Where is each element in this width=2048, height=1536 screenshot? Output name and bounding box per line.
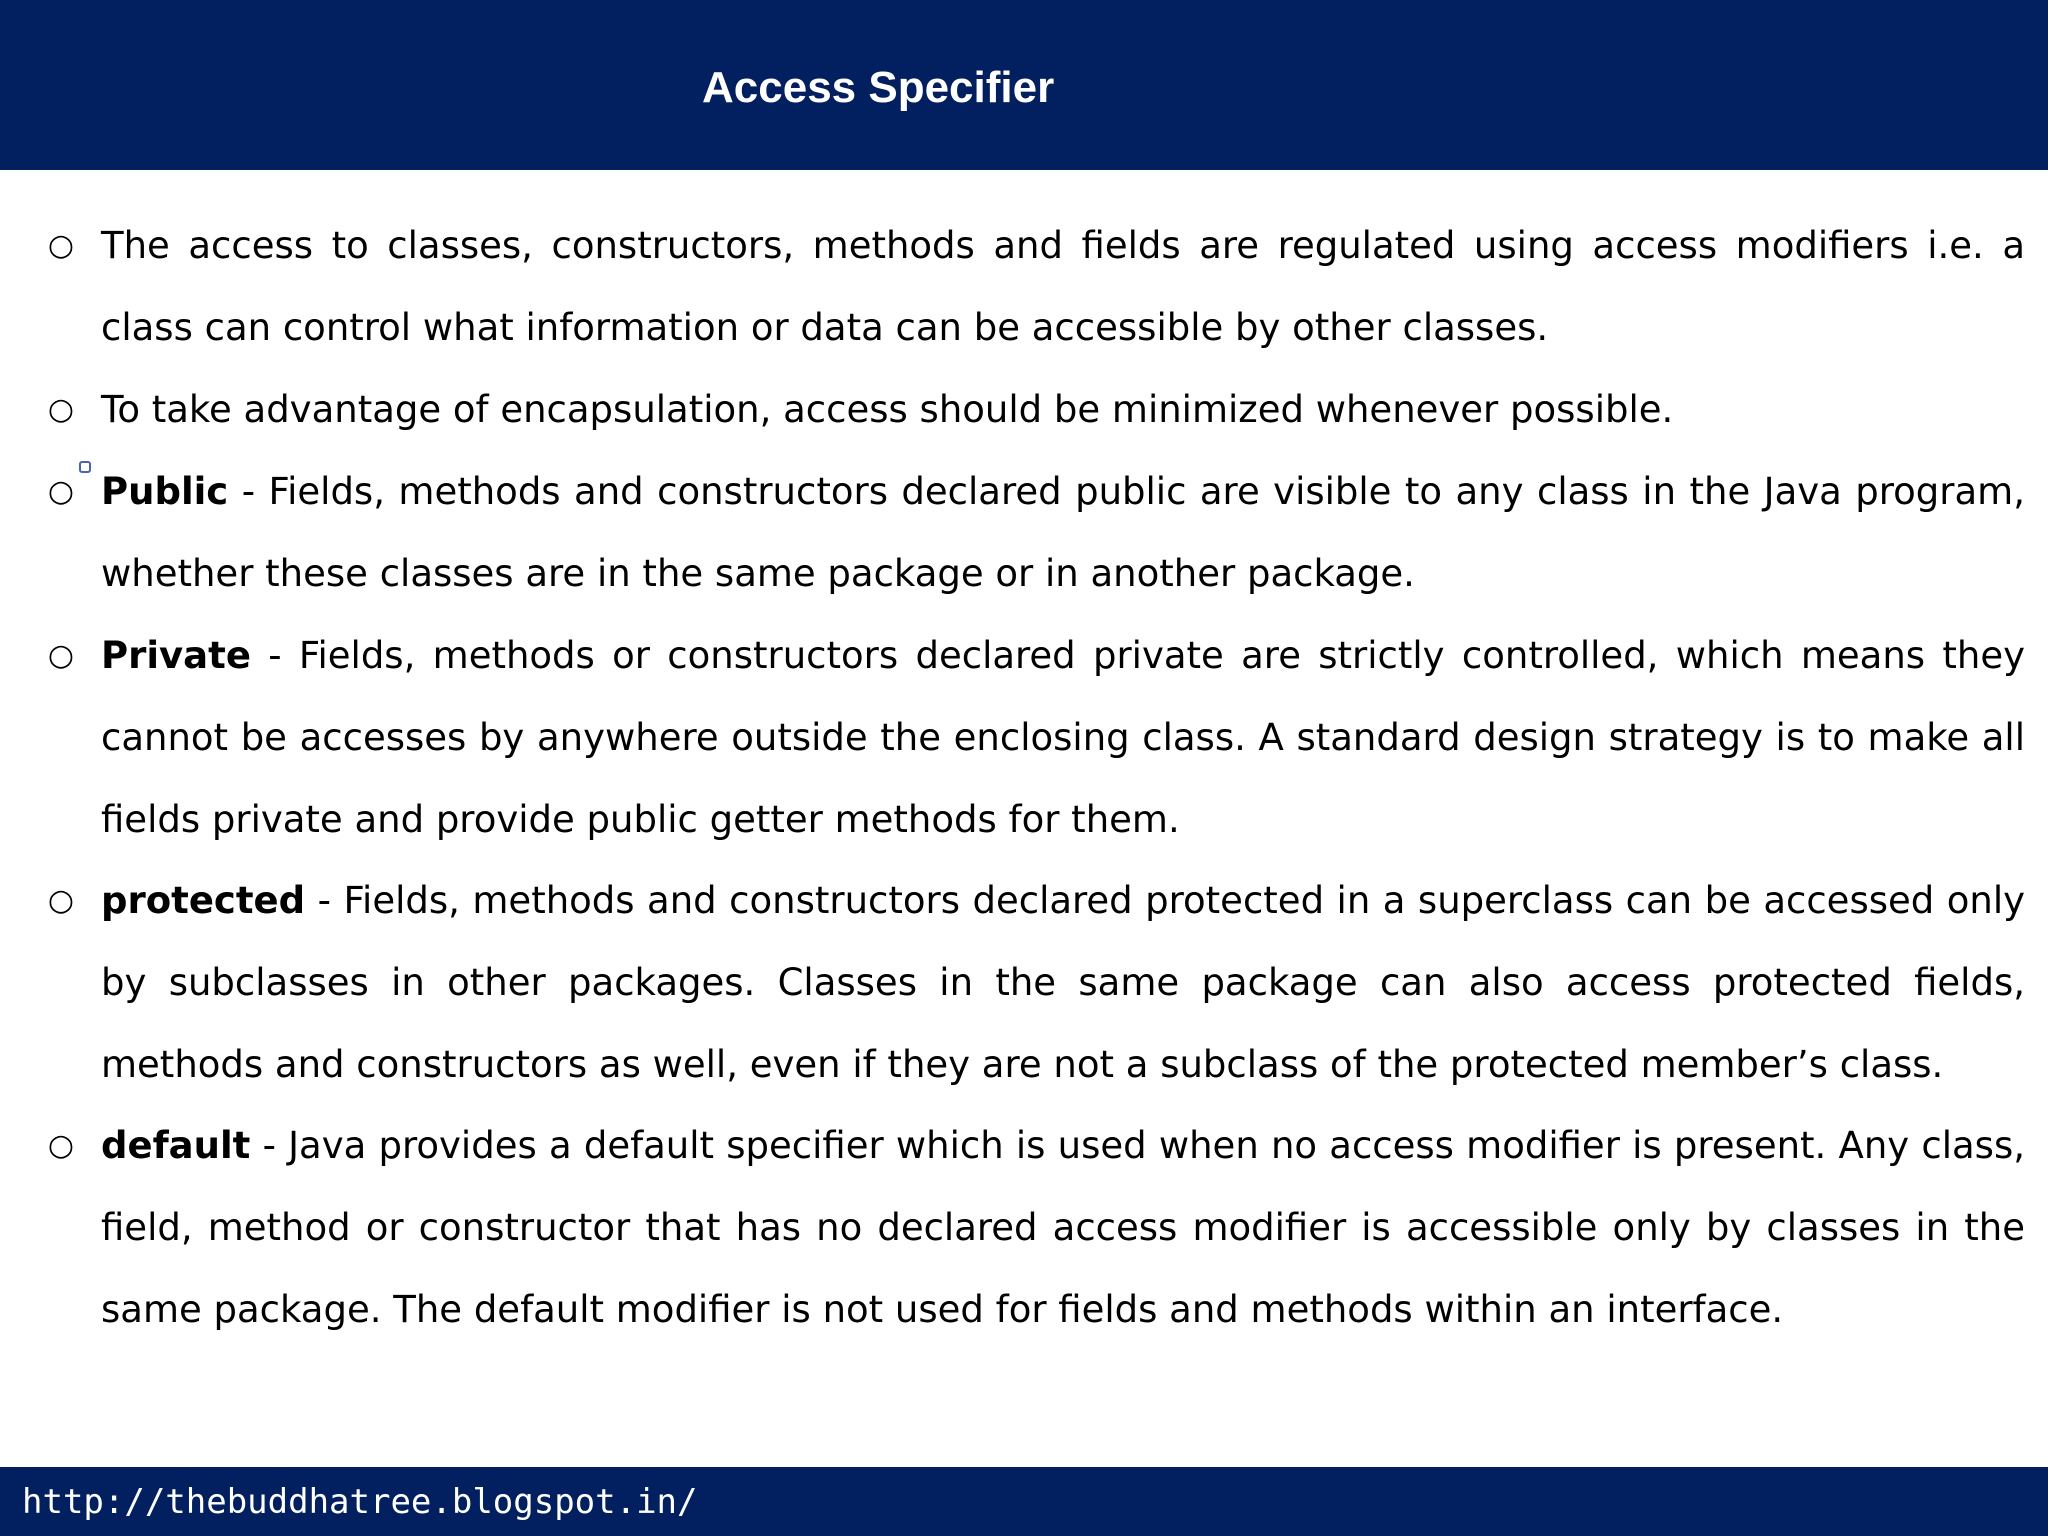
bullet-item-encapsulation [47, 369, 2025, 451]
footer-bar [0, 1467, 2048, 1536]
bullet-circle-icon: ○ [47, 392, 75, 427]
footer-url: http://thebuddhatree.blogspot.in/ [22, 1482, 698, 1522]
bullet-circle-icon: ○ [47, 474, 75, 509]
bullet-text: - Fields, methods and constructors declared public are visible to any class in the Java program, whether these classes are in the same package or in another package. [101, 470, 2025, 595]
bullet-circle-icon: ○ [47, 638, 75, 673]
bullet-item-public [47, 451, 2025, 615]
bullet-term: Private [101, 634, 251, 677]
slide-title: Access Specifier [702, 63, 1055, 112]
bullet-item-private [47, 615, 2025, 861]
bullet-text: - Fields, methods and constructors declared protected in a superclass can be accessed only by subclasses in other packages. Classes in the same package can also access protected fields, methods and constructors as well, even if they are not a subclass of the protected member’s class. [101, 879, 2025, 1086]
bullet-item-protected [47, 860, 2025, 1106]
bullet-item-access-intro [47, 205, 2025, 369]
bullet-term: Public [101, 470, 229, 513]
bullet-circle-icon: ○ [47, 228, 75, 263]
bullet-circle-icon: ○ [47, 1128, 75, 1163]
bullet-circle-icon: ○ [47, 883, 75, 918]
bullet-term: protected [101, 879, 306, 922]
bullet-item-default [47, 1105, 2025, 1351]
bullet-term: default [101, 1124, 251, 1167]
bullet-text: - Java provides a default specifier which is used when no access modifier is present. Any class, field, method or constructor that has no declared access modifier is accessible only by classes in the same package. The default modifier is not used for fields and methods within an interface. [101, 1124, 2025, 1331]
bullet-text: To take advantage of encapsulation, access should be minimized whenever possible. [101, 388, 1674, 431]
bullet-text: - Fields, methods or constructors declared private are strictly controlled, which means they cannot be accesses by anywhere outside the enclosing class. A standard design strategy is to make all fields private and provide public getter methods for them. [101, 634, 2025, 841]
title-bar [0, 0, 2048, 170]
bullet-text: The access to classes, constructors, methods and fields are regulated using access modifiers i.e. a class can control what information or data can be accessible by other classes. [101, 224, 2025, 349]
